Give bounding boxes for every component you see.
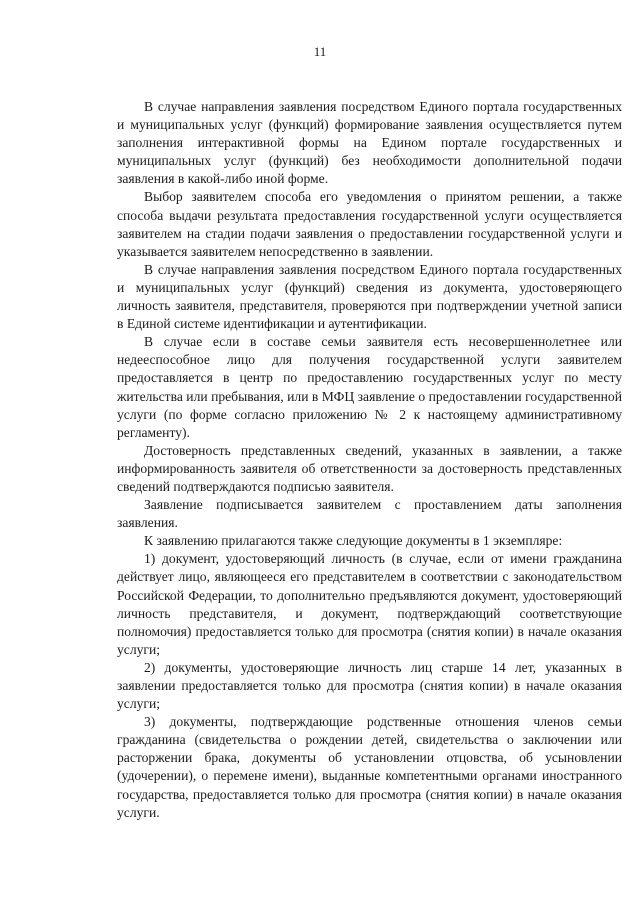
paragraph-data-reliability: Достоверность представленных сведений, указанных в заявлении, а также информированность заявителя об ответственности за достоверность представленных сведений подтверждаются подписью заявителя. [117,442,622,494]
paragraph-signature: Заявление подписывается заявителем с проставлением даты заполнения заявления. [117,497,622,531]
document-body [117,98,622,822]
paragraph-notification-method: Выбор заявителем способа его уведомления о принятом решении, а также способа выдачи результата предоставления государственной услуги осуществляется заявителем на стадии подачи заявления о предоставлении государственной услуги и указывается заявителем непосредственно в заявлении. [117,189,622,259]
list-item-persons-over-14: 2) документы, удостоверяющие личность лиц старше 14 лет, указанных в заявлении предоставляется только для просмотра (снятия копии) в начале оказания услуги; [117,659,622,712]
paragraph-identity-verification: В случае направления заявления посредством Единого портала государственных и муниципальных услуг (функций) сведения из документа, удостоверяющего личность заявителя, представителя, проверяются при подтверждении учетной записи в Единой системе идентификации и аутентификации. [117,261,622,332]
list-item-kinship-documents: 3) документы, подтверждающие родственные отношения членов семьи гражданина (свидетельства о рождении детей, свидетельства о заключении или расторжении брака, документы об установлении отцовства, об усыновлении (удочерении), о перемене имени), выданные компетентными органами иностранного государства, предоставляется только для просмотра (снятия копии) в начале оказания услуги. [117,714,622,820]
page-number: 11 [313,44,327,59]
list-item-identity-document: 1) документ, удостоверяющий личность (в случае, если от имени гражданина действует лицо, являющееся его представителем в соответствии с законодательством Российской Федерации, то дополнительно предъявляются документ, удостоверяющий личность представителя, и документ, подтверждающий соответствующие полномочия) предоставляется только для просмотра (снятия копии) в начале оказания услуги; [117,551,622,657]
paragraph-epgu-application: В случае направления заявления посредством Единого портала государственных и муниципальных услуг (функций) формирование заявления осуществляется путем заполнения интерактивной формы на Едином портале государственных и муниципальных услуг (функций) без необходимости дополнительной подачи заявления в какой-либо иной форме. [117,99,622,187]
paragraph-minor-family-member: В случае если в составе семьи заявителя есть несовершеннолетнее или недееспособное лицо для получения государственной услуги заявителем предоставляется в центр по предоставлению государственных услуг по месту жительства или пребывания, или в МФЦ заявление о предоставлении государственной услуги (по форме согласно приложению № 2 к настоящему административному регламенту). [117,334,622,440]
paragraph-attached-documents: К заявлению прилагаются также следующие документы в 1 экземпляре: [144,533,563,549]
